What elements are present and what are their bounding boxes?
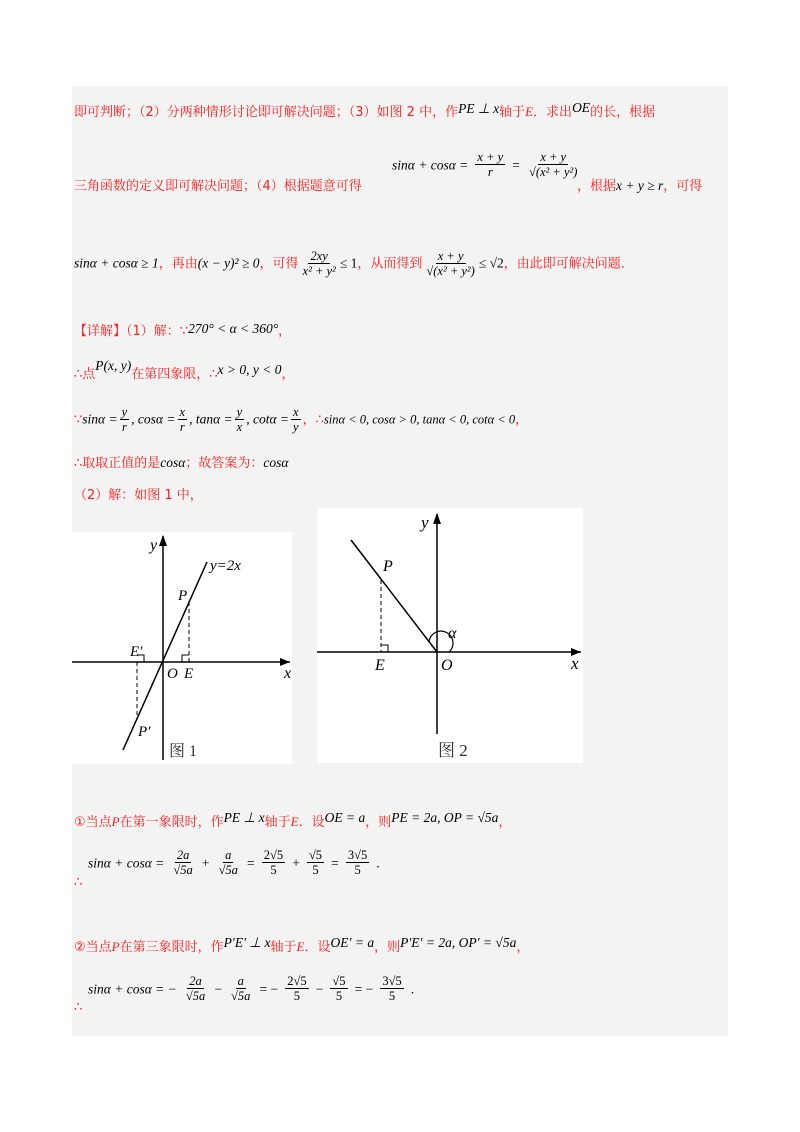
numerator: 3√5 xyxy=(347,848,368,862)
math: sinα + cosα = xyxy=(392,157,469,173)
right-angle-mark xyxy=(381,645,388,652)
figure-2-caption: 图 2 xyxy=(438,741,468,760)
numerator: x xyxy=(293,405,299,419)
text: 在第四象限，∴ xyxy=(131,367,218,382)
y-axis-arrow-icon xyxy=(433,513,441,524)
numerator: 3√5 xyxy=(382,974,402,988)
figure-1 xyxy=(72,532,292,764)
label-y: y xyxy=(421,513,429,532)
math: = xyxy=(512,157,520,173)
fraction xyxy=(301,249,338,279)
fraction xyxy=(380,974,403,1004)
denominator: √5a xyxy=(185,989,206,1004)
math: P′E′ = 2a, OP′ = √5a xyxy=(400,935,517,950)
text: ，由此即可解决问题． xyxy=(503,256,634,272)
math: = − xyxy=(354,981,374,997)
text: ， xyxy=(515,412,529,428)
numerator: x + y xyxy=(477,150,504,164)
text: E xyxy=(525,104,534,119)
analysis-line-1 xyxy=(74,100,655,120)
text: 轴于 xyxy=(270,940,297,955)
numerator: 2a xyxy=(189,974,202,988)
detail-line-1 xyxy=(74,320,291,339)
case-1-therefore xyxy=(74,875,82,890)
label-alpha: α xyxy=(448,625,457,642)
denominator: 5 xyxy=(312,863,319,878)
fraction xyxy=(285,974,308,1004)
text: ， xyxy=(516,940,530,955)
text: ，根据 xyxy=(577,179,617,194)
numerator: 2√5 xyxy=(263,848,284,862)
label-O: O xyxy=(441,657,453,674)
figure-1-graph xyxy=(72,532,292,764)
label-E-prime: E′ xyxy=(130,644,143,660)
label-y: y xyxy=(150,537,158,554)
numerator: a xyxy=(225,848,232,862)
math: PE ⊥ x xyxy=(223,810,265,825)
fraction xyxy=(178,405,188,435)
denominator: √(x² + y²) xyxy=(426,264,475,279)
label-line: y=2x xyxy=(210,558,241,574)
text: ，可得 xyxy=(663,179,703,194)
label-E: E xyxy=(375,657,385,674)
math: , tanα = xyxy=(189,411,233,427)
text: ．求出 xyxy=(533,105,573,120)
detail-header: 【详解】 xyxy=(74,324,127,339)
denominator: √5a xyxy=(231,989,251,1004)
fraction xyxy=(217,848,240,878)
math: sinα + cosα = xyxy=(88,855,165,871)
math: OE xyxy=(572,100,591,115)
text: 三角函数的定义即可解决问题；（4）根据题意可得 xyxy=(74,179,362,194)
label-P: P xyxy=(178,588,188,604)
text: ，从而得到 xyxy=(357,256,423,272)
label-P-prime: P′ xyxy=(138,724,151,740)
label-x: x xyxy=(284,665,292,682)
text: P xyxy=(111,814,120,829)
numerator: y xyxy=(121,405,128,419)
math: + xyxy=(201,855,210,871)
numerator: a xyxy=(237,974,244,988)
fraction xyxy=(346,848,369,878)
fraction xyxy=(424,249,476,279)
denominator: √5a xyxy=(218,863,238,878)
denominator: 5 xyxy=(270,863,277,878)
numerator: y xyxy=(236,405,243,419)
math: , cotα = xyxy=(246,411,290,427)
text: ， xyxy=(498,815,512,830)
math: sinα = xyxy=(82,411,118,427)
denominator: 5 xyxy=(293,989,301,1004)
text: ，可得 xyxy=(259,256,299,272)
math: , cosα = xyxy=(131,411,176,427)
text: 的长，根据 xyxy=(590,105,656,120)
text: 在第三象限时，作 xyxy=(119,940,224,955)
text: ，则 xyxy=(374,940,401,955)
denominator: √(x² + y²) xyxy=(528,165,578,180)
fraction xyxy=(262,848,285,878)
math: 270° < α < 360° xyxy=(188,321,279,336)
fraction xyxy=(235,405,245,435)
math: OE′ = a xyxy=(330,935,375,950)
denominator: 5 xyxy=(354,863,361,878)
math: x + y ≥ r xyxy=(616,178,664,193)
math: P′E′ ⊥ x xyxy=(223,935,271,950)
math: x > 0, y < 0 xyxy=(217,362,282,377)
case-2-formula xyxy=(88,974,414,1004)
text: ，∴ xyxy=(302,412,324,428)
label-P: P xyxy=(383,558,393,575)
math: (x − y)² ≥ 0 xyxy=(197,255,260,271)
math: . xyxy=(376,855,380,871)
math: = − xyxy=(259,981,279,997)
denominator: r xyxy=(487,165,493,180)
text: （1）解：∵ xyxy=(126,324,189,339)
text: ， xyxy=(281,367,295,382)
label-x: x xyxy=(571,654,579,673)
denominator: y xyxy=(293,420,299,435)
numerator: x + y xyxy=(437,249,464,263)
right-angle-mark xyxy=(182,655,189,662)
figure-2 xyxy=(317,508,583,763)
fraction xyxy=(229,974,252,1004)
numerator: 2xy xyxy=(310,249,328,263)
denominator: 5 xyxy=(335,989,343,1004)
analysis-line-3 xyxy=(74,249,634,279)
math: sinα + cosα ≥ 1 xyxy=(74,255,159,271)
math: cosα xyxy=(160,455,186,470)
text: ∴点 xyxy=(74,367,96,382)
fraction xyxy=(330,974,347,1004)
label-E: E xyxy=(184,666,194,682)
text: ，则 xyxy=(365,815,392,830)
math: sinα < 0, cosα > 0, tanα < 0, cotα < 0 xyxy=(323,412,516,427)
denominator: 5 xyxy=(388,989,396,1004)
numerator: √5 xyxy=(308,848,323,862)
label-O: O xyxy=(167,666,178,682)
fraction xyxy=(120,405,130,435)
fraction xyxy=(475,150,505,180)
fraction xyxy=(307,848,324,878)
analysis-line-2-text xyxy=(74,175,362,194)
math: OE = a xyxy=(324,810,366,825)
case-1-formula xyxy=(88,848,380,878)
case-1-line-1 xyxy=(74,810,511,830)
detail-line-4 xyxy=(74,452,288,471)
case-2-therefore xyxy=(74,1000,82,1015)
text: （2）解：如图 1 中， xyxy=(74,488,203,503)
math: PE ⊥ x xyxy=(458,101,500,116)
denominator: x² + y² xyxy=(302,264,336,279)
math: + xyxy=(292,855,300,871)
text: ∴取取正值的是 xyxy=(74,456,161,471)
text: 轴于 xyxy=(264,815,291,830)
fraction xyxy=(527,150,579,180)
denominator: r xyxy=(179,420,185,435)
text: ∵ xyxy=(74,412,83,428)
math: ≤ 1 xyxy=(339,255,358,271)
math: = xyxy=(331,855,339,871)
math: P(x, y) xyxy=(95,358,132,373)
case-2-line-1 xyxy=(74,935,529,955)
detail-line-3 xyxy=(74,405,528,435)
text: 即可判断；（2）分两种情形讨论即可解决问题；（3）如图 2 中，作 xyxy=(74,105,459,120)
y-axis-arrow-icon xyxy=(159,535,167,546)
text: P xyxy=(111,939,120,954)
analysis-line-2-formula xyxy=(392,150,581,180)
terminal-side xyxy=(351,540,437,652)
text: E xyxy=(290,814,299,829)
text: ①当点 xyxy=(74,815,112,830)
numerator: 2a xyxy=(176,848,190,862)
text: ②当点 xyxy=(74,940,112,955)
numerator: x + y xyxy=(540,150,567,164)
numerator: 2√5 xyxy=(287,974,307,988)
math: ≤ √2 xyxy=(478,255,504,271)
fraction xyxy=(184,974,207,1004)
math: sinα + cosα = − xyxy=(88,981,177,997)
fraction xyxy=(171,848,194,878)
text: ， xyxy=(278,324,292,339)
text: ，再由 xyxy=(158,256,198,272)
text: ；故答案为： xyxy=(185,456,264,471)
therefore-symbol: ∴ xyxy=(74,875,83,890)
math: . xyxy=(410,981,415,997)
fraction xyxy=(291,405,301,435)
figure-2-graph xyxy=(317,508,583,763)
text: 轴于 xyxy=(499,105,526,120)
therefore-symbol: ∴ xyxy=(74,1000,83,1015)
numerator: √5 xyxy=(332,974,346,988)
numerator: x xyxy=(179,405,186,419)
denominator: r xyxy=(121,420,127,435)
math: cosα xyxy=(263,455,289,470)
text: E xyxy=(296,939,305,954)
detail-line-5 xyxy=(74,484,203,503)
text: 在第一象限时，作 xyxy=(119,815,224,830)
denominator: x xyxy=(236,420,243,435)
text: ．设 xyxy=(304,940,331,955)
math: − xyxy=(214,981,222,997)
denominator: √5a xyxy=(173,863,193,878)
math: − xyxy=(315,981,324,997)
text: ．设 xyxy=(298,815,325,830)
math: = xyxy=(247,855,255,871)
math: PE = 2a, OP = √5a xyxy=(391,810,499,825)
analysis-line-2-tail xyxy=(577,175,702,194)
figure-1-caption: 图 1 xyxy=(169,743,198,760)
detail-line-2 xyxy=(74,358,295,382)
